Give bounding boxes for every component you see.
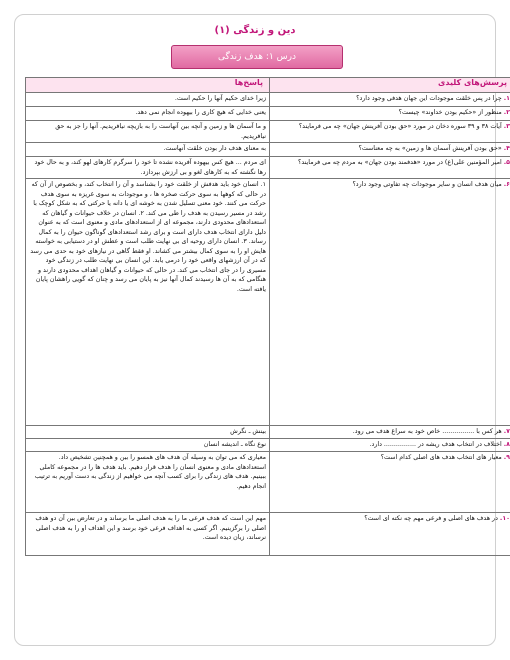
question-text: هر کس با ................ خاص خود به سراغ هدف می رود. [352,428,502,435]
question-cell [270,426,510,439]
answers-header: پاسخ‌ها [26,78,270,93]
table-row [26,179,510,426]
answer-cell: ای مردم ... هیچ کس بیهوده آفریده نشده تا خود را سرگرم کارهای لهو کند، و به حال خود رها نگشته که به کارهای لغو و بی ارزش بپردازد. [26,157,270,179]
table-row [26,452,510,513]
row-number: ۱. [503,95,510,102]
questions-header: پرسش‌های کلیدی [270,78,510,93]
lesson-banner [171,45,343,69]
question-cell [270,439,510,452]
table-row [26,426,510,439]
row-number: ۱۰. [499,515,510,522]
row-number: ۴. [503,145,510,152]
question-text: «حق بودن آفرینش آسمان ها و زمین» به چه معناست؟ [358,145,502,152]
row-number: ۳. [503,123,510,130]
question-cell [270,143,510,157]
question-text: آیات ۳۸ و ۳۹ سوره دخان در مورد «حق بودن آفرینش جهان» چه می فرمایند؟ [298,123,502,130]
table-row [26,157,510,179]
page-title: دین و زندگی (۱) [214,25,296,36]
question-text: امیر المؤمنین علی(ع) در مورد «هدفمند بودن جهان» به مردم چه می فرمایند؟ [298,159,502,166]
answer-cell: یعنی خدایی که هیچ کاری را بیهوده انجام نمی دهد. [26,107,270,121]
answer-cell: ۱. انسان خود باید هدفش از خلقت خود را بشناسد و آن را انتخاب کند، و بخصوص از آن که در حالی که کوهها به سوی حرکت صخره ها ، و موجودات به سوی غریزه به سوی هدف حرکت می کنند. خود معنی تسلیل شدن به خوشه ای یا دانه یا حرکتی که به شکل کوچک با رشد در مسیر رسیدن به هدف را طی می کند. ۲. انسان در خلاف حیوانات و گیاهان که استعدادهای محدودی دارند، مجموعه ای از استعدادهای مادی و معنوی است که به عنوان دلیل دارای انتخاب هدف دارای است و برای رشد استعدادهای گوناگون حیوان را به کمال رساند. ۳. انسان دارای روحیه ای بی نهایت طلب است و عطش او در دستیابی به خواسته هایش او را به سوی کمال بیشتر می کشاند. او فقط گاهی در نیازهای خود به حدی می رسد که در آن ارزشهای واقعی خود را درمی یابد. این انسان بی نهایت طلب در زندگی خود مسیری را در جای انتخاب می کند. در حالی که حیوانات و گیاهان اهداف محدودی دارند و هنگامی که به آن ها رسیدند کمال آنها نیز به پایان می رسد و چنان که گویی راهشان پایان یافته است. [26,179,270,426]
table-row [26,513,510,556]
table-row [26,107,510,121]
question-text: چرا در پس خلقت موجودات این جهان هدفی وجود دارد؟ [356,95,502,102]
question-text: معیار های انتخاب هدف های اصلی کدام است؟ [380,454,502,461]
table-row [26,121,510,143]
table-row [26,93,510,107]
answer-cell: مهم این است که هدف فرعی ما را به هدف اصلی ما برساند و در تعارض بین آن دو هدف اصلی را برگزینیم. اگر کسی به اهداف فرعی خود برسد و این اهداف او را به هدف اصلی نرساند، زیان دیده است. [26,513,270,556]
question-cell [270,513,510,556]
row-number: ۵. [503,159,510,166]
question-cell [270,121,510,143]
question-cell [270,179,510,426]
table-header-row [26,78,510,93]
question-cell [270,452,510,513]
lesson-label: درس ۱: هدف زندگی [218,52,296,62]
answer-cell: به معنای هدف دار بودن خلقت آنهاست. [26,143,270,157]
question-text: در هدف های اصلی و فرعی مهم چه نکته ای است؟ [364,515,498,522]
question-cell [270,107,510,121]
row-number: ۹. [503,454,510,461]
row-number: ۸. [503,441,510,448]
worksheet-page [14,14,510,646]
answer-cell: و ما آسمان ها و زمین و آنچه بین آنهاست را به بازیچه نیافریدیم. آنها را جز به حق نیافریدیم. [26,121,270,143]
question-text: اختلاف در انتخاب هدف ریشه در ................ دارد. [369,441,502,448]
table-row [26,439,510,452]
answer-cell: زیرا خدای حکیم آنها را حکیم است. [26,93,270,107]
row-number: ۲. [503,109,510,116]
row-number: ۷. [503,428,510,435]
answer-cell: معیاری که می توان به وسیله آن هدف های همسو را بین و همچنین تشخیص داد. استعدادهای مادی و معنوی انسان را هدف قرار دهیم. باید هدف ها را در مجموعه کاملی ببینیم. هدف های زندگی را برای کسب آنچه می خواهیم از زندگی به دست آوریم به ترتیب انجام دهیم. [26,452,270,513]
answer-cell: نوع نگاه ـ اندیشه انسان [26,439,270,452]
question-cell [270,93,510,107]
question-text: منظور از «حکیم بودن خداوند» چیست؟ [398,109,502,116]
table-row [26,143,510,157]
row-number: ۶. [503,181,510,188]
answer-cell: بینش ـ نگرش [26,426,270,439]
question-cell [270,157,510,179]
qa-table [25,77,510,556]
question-text: میان هدف انسان و سایر موجودات چه تفاوتی وجود دارد؟ [352,181,502,188]
